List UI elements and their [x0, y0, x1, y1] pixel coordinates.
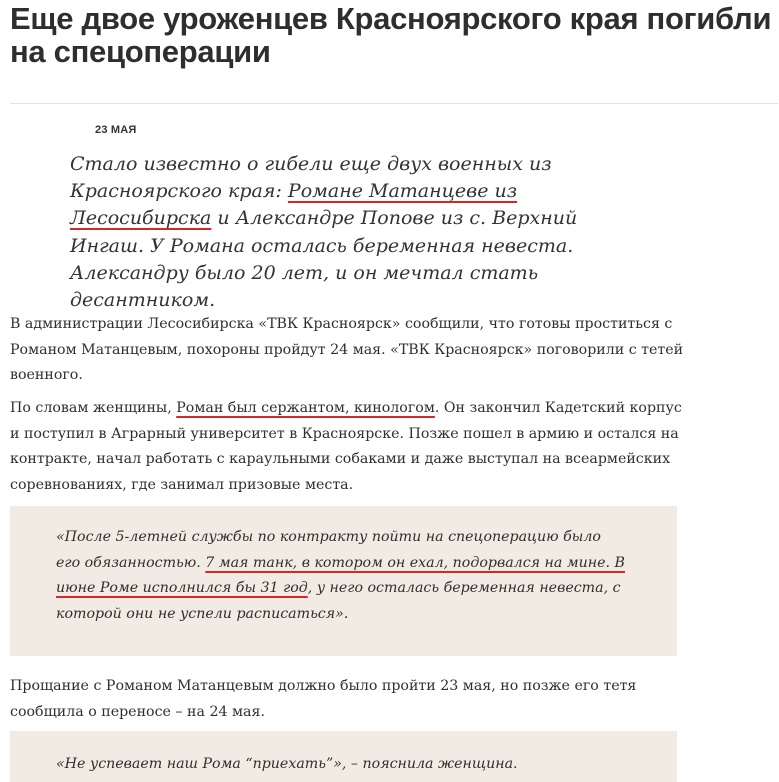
paragraph-2-text: По словам женщины,	[10, 400, 177, 416]
quote-1-text	[56, 525, 626, 627]
paragraph-1: В администрации Лесосибирска «ТВК Красноярск» сообщили, что готовы проститься с Романом Матанцевым, похороны пройдут 24 мая. «ТВК Красноярск» поговорили с тетей военного.	[10, 316, 684, 384]
lead-text-continued: и Александре Попове из с. Верхний Ингаш. У Романа осталась беременная невеста. Александру было 20 лет, и он мечтал стать десантником.	[70, 207, 578, 312]
article-lead	[70, 151, 630, 314]
paragraph-2	[10, 396, 690, 498]
quote-1-highlight: 7 мая танк, в котором он ехал, подорвался на мине. В июне Роме исполнился бы 31 год	[56, 554, 625, 597]
lead-text: Стало известно о гибели еще двух военных из Красноярского края:	[70, 153, 552, 203]
title-divider	[10, 103, 778, 104]
quote-1-part-continued: , у него осталась беременная невеста, с которой они не успели расписаться».	[56, 580, 621, 622]
paragraph-3: Прощание с Романом Матанцевым должно было пройти 23 мая, но позже его тетя сообщила о переносе – на 24 мая.	[10, 678, 637, 720]
lead-highlight: Романе Матанцеве из Лесосибирска	[70, 180, 518, 230]
paragraph-2-text-continued: . Он закончил Кадетский корпус и поступил в Аграрный университет в Красноярске. Позже пошел в армию и остался на контракте, начал работать с караульными собаками и даже выступал на всеармейских соревнованиях, где занимал призовые места.	[10, 400, 682, 493]
article-date: 23 МАЯ	[95, 124, 137, 136]
paragraph-2-highlight: Роман был сержантом, кинологом	[176, 400, 435, 416]
article-title: Еще двое уроженцев Красноярского края погибли на спецоперации	[10, 1, 772, 69]
quote-2-text: «Не успевает наш Рома “приехать”», – пояснила женщина.	[56, 756, 518, 772]
quote-block-1	[10, 506, 677, 656]
quote-1-part: «После 5-летней службы по контракту пойти на спецоперацию было его обязанностью.	[56, 529, 601, 571]
quote-block-2	[10, 731, 677, 782]
